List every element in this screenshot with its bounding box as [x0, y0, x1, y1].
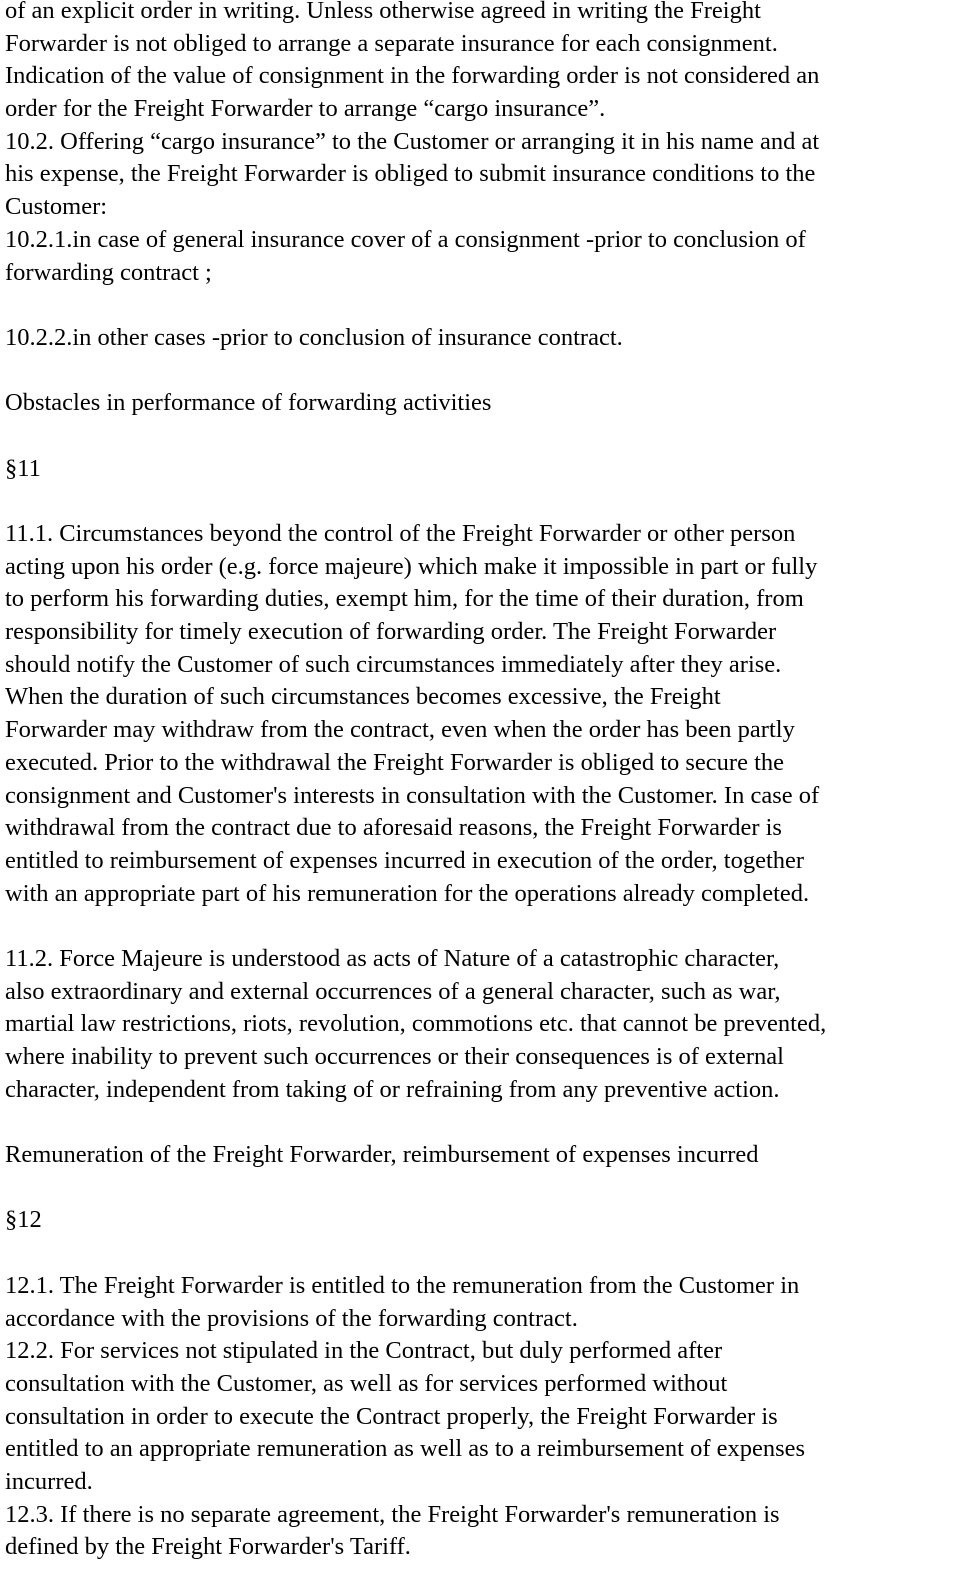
text-line: with an appropriate part of his remuneration for the operations already completed.	[5, 879, 810, 907]
section-number-12: §12	[5, 1206, 42, 1234]
blank-line	[5, 1172, 960, 1205]
text-line: entitled to reimbursement of expenses incurred in execution of the order, together	[5, 846, 805, 874]
text-line: should notify the Customer of such circumstances immediately after they arise.	[5, 650, 782, 678]
section-number-11: §11	[5, 454, 41, 482]
text-line: Forwarder may withdraw from the contract, even when the order has been partly	[5, 716, 795, 744]
blank-line	[5, 355, 960, 388]
text-line: consignment and Customer's interests in consultation with the Customer. In case of	[5, 781, 820, 809]
section-heading-remuneration: Remuneration of the Freight Forwarder, reimbursement of expenses incurred	[5, 1141, 759, 1169]
blank-line	[5, 1237, 960, 1270]
clause-10-2-2-line: 10.2.2.in other cases -prior to conclusion of insurance contract.	[5, 323, 623, 351]
text-line: accordance with the provisions of the forwarding contract.	[5, 1304, 578, 1332]
text-line: consultation with the Customer, as well as for services performed without	[5, 1369, 728, 1397]
text-line: executed. Prior to the withdrawal the Freight Forwarder is obliged to secure the	[5, 748, 785, 776]
text-line: his expense, the Freight Forwarder is obliged to submit insurance conditions to the	[5, 160, 816, 188]
text-line: order for the Freight Forwarder to arrange “cargo insurance”.	[5, 95, 606, 123]
text-line: to perform his forwarding duties, exempt him, for the time of their duration, from	[5, 585, 804, 613]
clause-10-2-1-line: 10.2.1.in case of general insurance cover of a consignment -prior to conclusion of	[5, 225, 806, 253]
clause-11-1-line: 11.1. Circumstances beyond the control of the Freight Forwarder or other person	[5, 520, 796, 547]
text-line: martial law restrictions, riots, revolution, commotions etc. that cannot be prevented,	[5, 1010, 827, 1038]
text-line: responsibility for timely execution of forwarding order. The Freight Forwarder	[5, 618, 777, 646]
text-line: defined by the Freight Forwarder's Tariff.	[5, 1533, 411, 1561]
text-line: Forwarder is not obliged to arrange a separate insurance for each consignment.	[5, 29, 778, 57]
text-line: where inability to prevent such occurrences or their consequences is of external	[5, 1043, 784, 1070]
blank-line	[5, 910, 960, 943]
clause-12-2-line: 12.2. For services not stipulated in the Contract, but duly performed after	[5, 1337, 723, 1365]
clause-11-2-line: 11.2. Force Majeure is understood as acts of Nature of a catastrophic character,	[5, 944, 780, 972]
clause-12-3-line: 12.3. If there is no separate agreement, the Freight Forwarder's remuneration is	[5, 1500, 780, 1528]
text-line: also extraordinary and external occurrences of a general character, such as war,	[5, 977, 781, 1005]
text-line: acting upon his order (e.g. force majeure) which make it impossible in part or fully	[5, 552, 818, 580]
text-line: Customer:	[5, 193, 108, 221]
text-line: When the duration of such circumstances becomes excessive, the Freight	[5, 683, 721, 711]
text-line: withdrawal from the contract due to aforesaid reasons, the Freight Forwarder is	[5, 814, 782, 842]
blank-line	[5, 289, 960, 322]
clause-10-2-line: 10.2. Offering “cargo insurance” to the Customer or arranging it in his name and at	[5, 127, 820, 155]
document-page	[5, 0, 960, 1564]
text-line: character, independent from taking of or refraining from any preventive action.	[5, 1075, 780, 1103]
clause-12-1-line: 12.1. The Freight Forwarder is entitled to the remuneration from the Customer in	[5, 1271, 800, 1299]
text-line: forwarding contract ;	[5, 258, 212, 286]
text-line: of an explicit order in writing. Unless otherwise agreed in writing the Freight	[5, 0, 761, 24]
blank-line	[5, 420, 960, 453]
text-line: consultation in order to execute the Contract properly, the Freight Forwarder is	[5, 1402, 778, 1430]
blank-line	[5, 1106, 960, 1139]
section-heading-obstacles: Obstacles in performance of forwarding activities	[5, 389, 492, 417]
text-line: entitled to an appropriate remuneration as well as to a reimbursement of expenses	[5, 1435, 806, 1463]
text-line: incurred.	[5, 1467, 93, 1495]
text-line: Indication of the value of consignment in the forwarding order is not considered an	[5, 62, 820, 90]
blank-line	[5, 485, 960, 518]
